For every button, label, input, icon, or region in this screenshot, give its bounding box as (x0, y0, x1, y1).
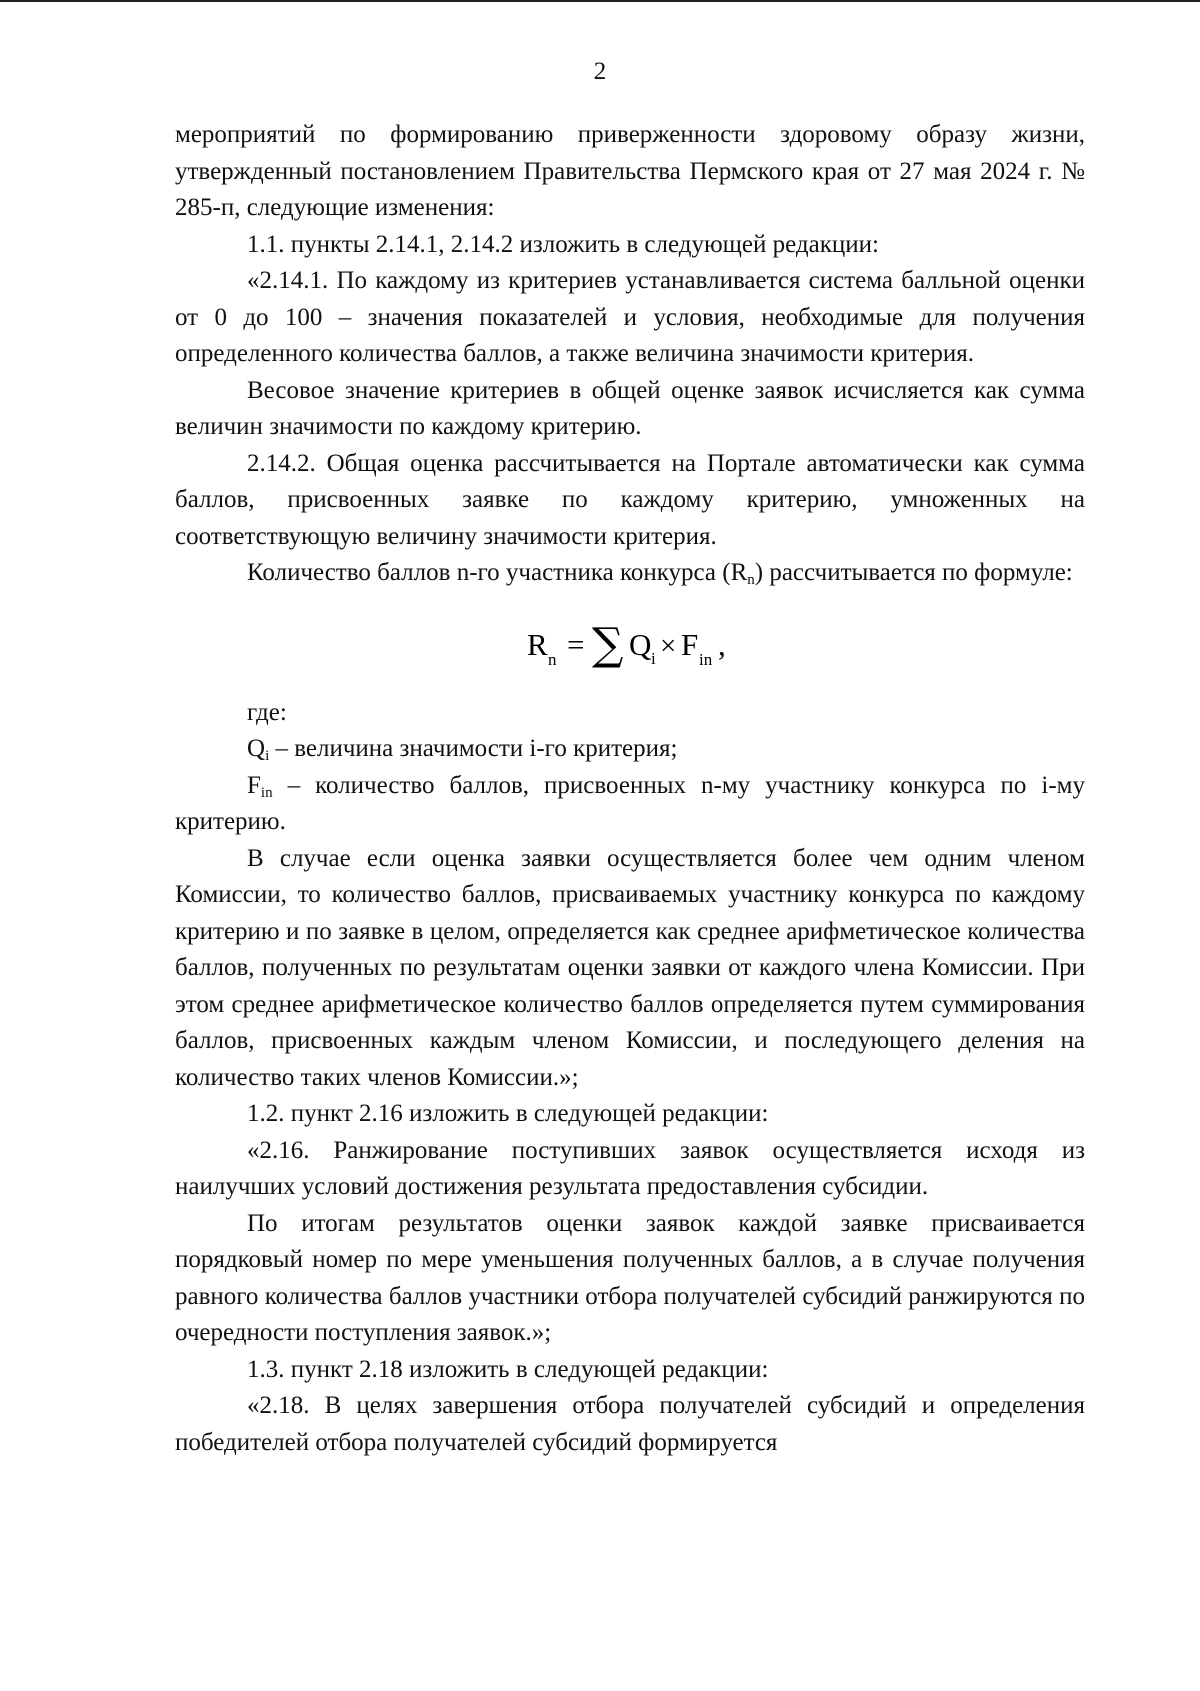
definition-q-symbol: Q (247, 735, 266, 762)
definition-q-text: – величина значимости i-го критерия; (269, 735, 678, 762)
paragraph-ranking: По итогам результатов оценки заявок каждой заявке присваивается порядковый номер по мере уменьшения полученных баллов, а в случае получения равного количества баллов участники отбора получателей субсидий ранжируются по очередности поступления заявок.»; (175, 1209, 1085, 1346)
where-label: где: (247, 698, 287, 726)
rn-text-before: Количество баллов n-го участника конкурса (R (247, 559, 748, 586)
paragraph-item-1-2: 1.2. пункт 2.16 изложить в следующей редакции: (247, 1100, 769, 1127)
paragraph-commission-average: В случае если оценка заявки осуществляется более чем одним членом Комиссии, то количество баллов, присваиваемых участнику конкурса по каждому критерию и по заявке в целом, определяется как среднее арифметическое количества баллов, полученных по результатам оценки заявки от каждого члена Комиссии. При этом среднее арифметическое количество баллов определяется путем суммирования баллов, присвоенных каждым членом Комиссии, и последующего деления на количество таких членов Комиссии.»; (175, 844, 1085, 1091)
formula-r: R (527, 627, 548, 662)
paragraph-intro: мероприятий по формированию приверженности здоровому образу жизни, утвержденный постановлением Правительства Пермского края от 27 мая 2024 г. № 285-п, следующие изменения: (175, 121, 1085, 221)
formula-block (175, 592, 1085, 695)
formula-sigma: ∑ (592, 619, 624, 670)
paragraph-rn-intro (175, 555, 1085, 592)
formula-svg (525, 613, 765, 673)
definition-q-sub: i (265, 748, 270, 764)
paragraph-2-14-2: 2.14.2. Общая оценка рассчитывается на Портале автоматически как сумма баллов, присвоенных заявке по каждому критерию, умноженных на соответствующую величину значимости критерия. (175, 449, 1085, 550)
formula-q: Q (629, 627, 652, 662)
definition-q (175, 731, 1085, 768)
definition-f-symbol: F (247, 771, 261, 799)
formula-times: × (660, 630, 677, 662)
definition-f-sub: in (260, 784, 273, 801)
formula-r-sub: n (548, 650, 557, 669)
document-body (175, 117, 1085, 1461)
paragraph-weight: Весовое значение критериев в общей оценке заявок исчисляется как сумма величин значимости по каждому критерию. (175, 376, 1085, 440)
definition-f-text: – количество баллов, присвоенных n-му участнику конкурса по i-му критерию. (175, 771, 1085, 835)
paragraph-2-16: «2.16. Ранжирование поступивших заявок осуществляется исходя из наилучших условий достижения результата предоставления субсидии. (175, 1136, 1085, 1200)
paragraph-item-1-1: 1.1. пункты 2.14.1, 2.14.2 изложить в следующей редакции: (247, 230, 879, 258)
scan-top-edge (0, 0, 1200, 2)
formula-comma: , (718, 627, 726, 662)
definition-f (175, 768, 1085, 841)
formula-f-sub: in (699, 650, 713, 669)
formula-equals: = (567, 627, 585, 662)
paragraph-2-14-1: «2.14.1. По каждому из критериев устанавливается система балльной оценки от 0 до 100 – значения показателей и условия, необходимые для получения определенного количества баллов, а также величина значимости критерия. (175, 267, 1085, 367)
rn-text-sub: n (747, 572, 755, 588)
paragraph-2-18: «2.18. В целях завершения отбора получателей субсидий и определения победителей отбора получателей субсидий формируется (175, 1392, 1085, 1456)
formula-f: F (681, 627, 699, 662)
formula-q-sub: i (651, 649, 656, 668)
page-number: 2 (593, 58, 607, 85)
paragraph-item-1-3: 1.3. пункт 2.18 изложить в следующей редакции: (247, 1355, 769, 1383)
rn-text-after: ) рассчитывается по формуле: (754, 559, 1073, 586)
